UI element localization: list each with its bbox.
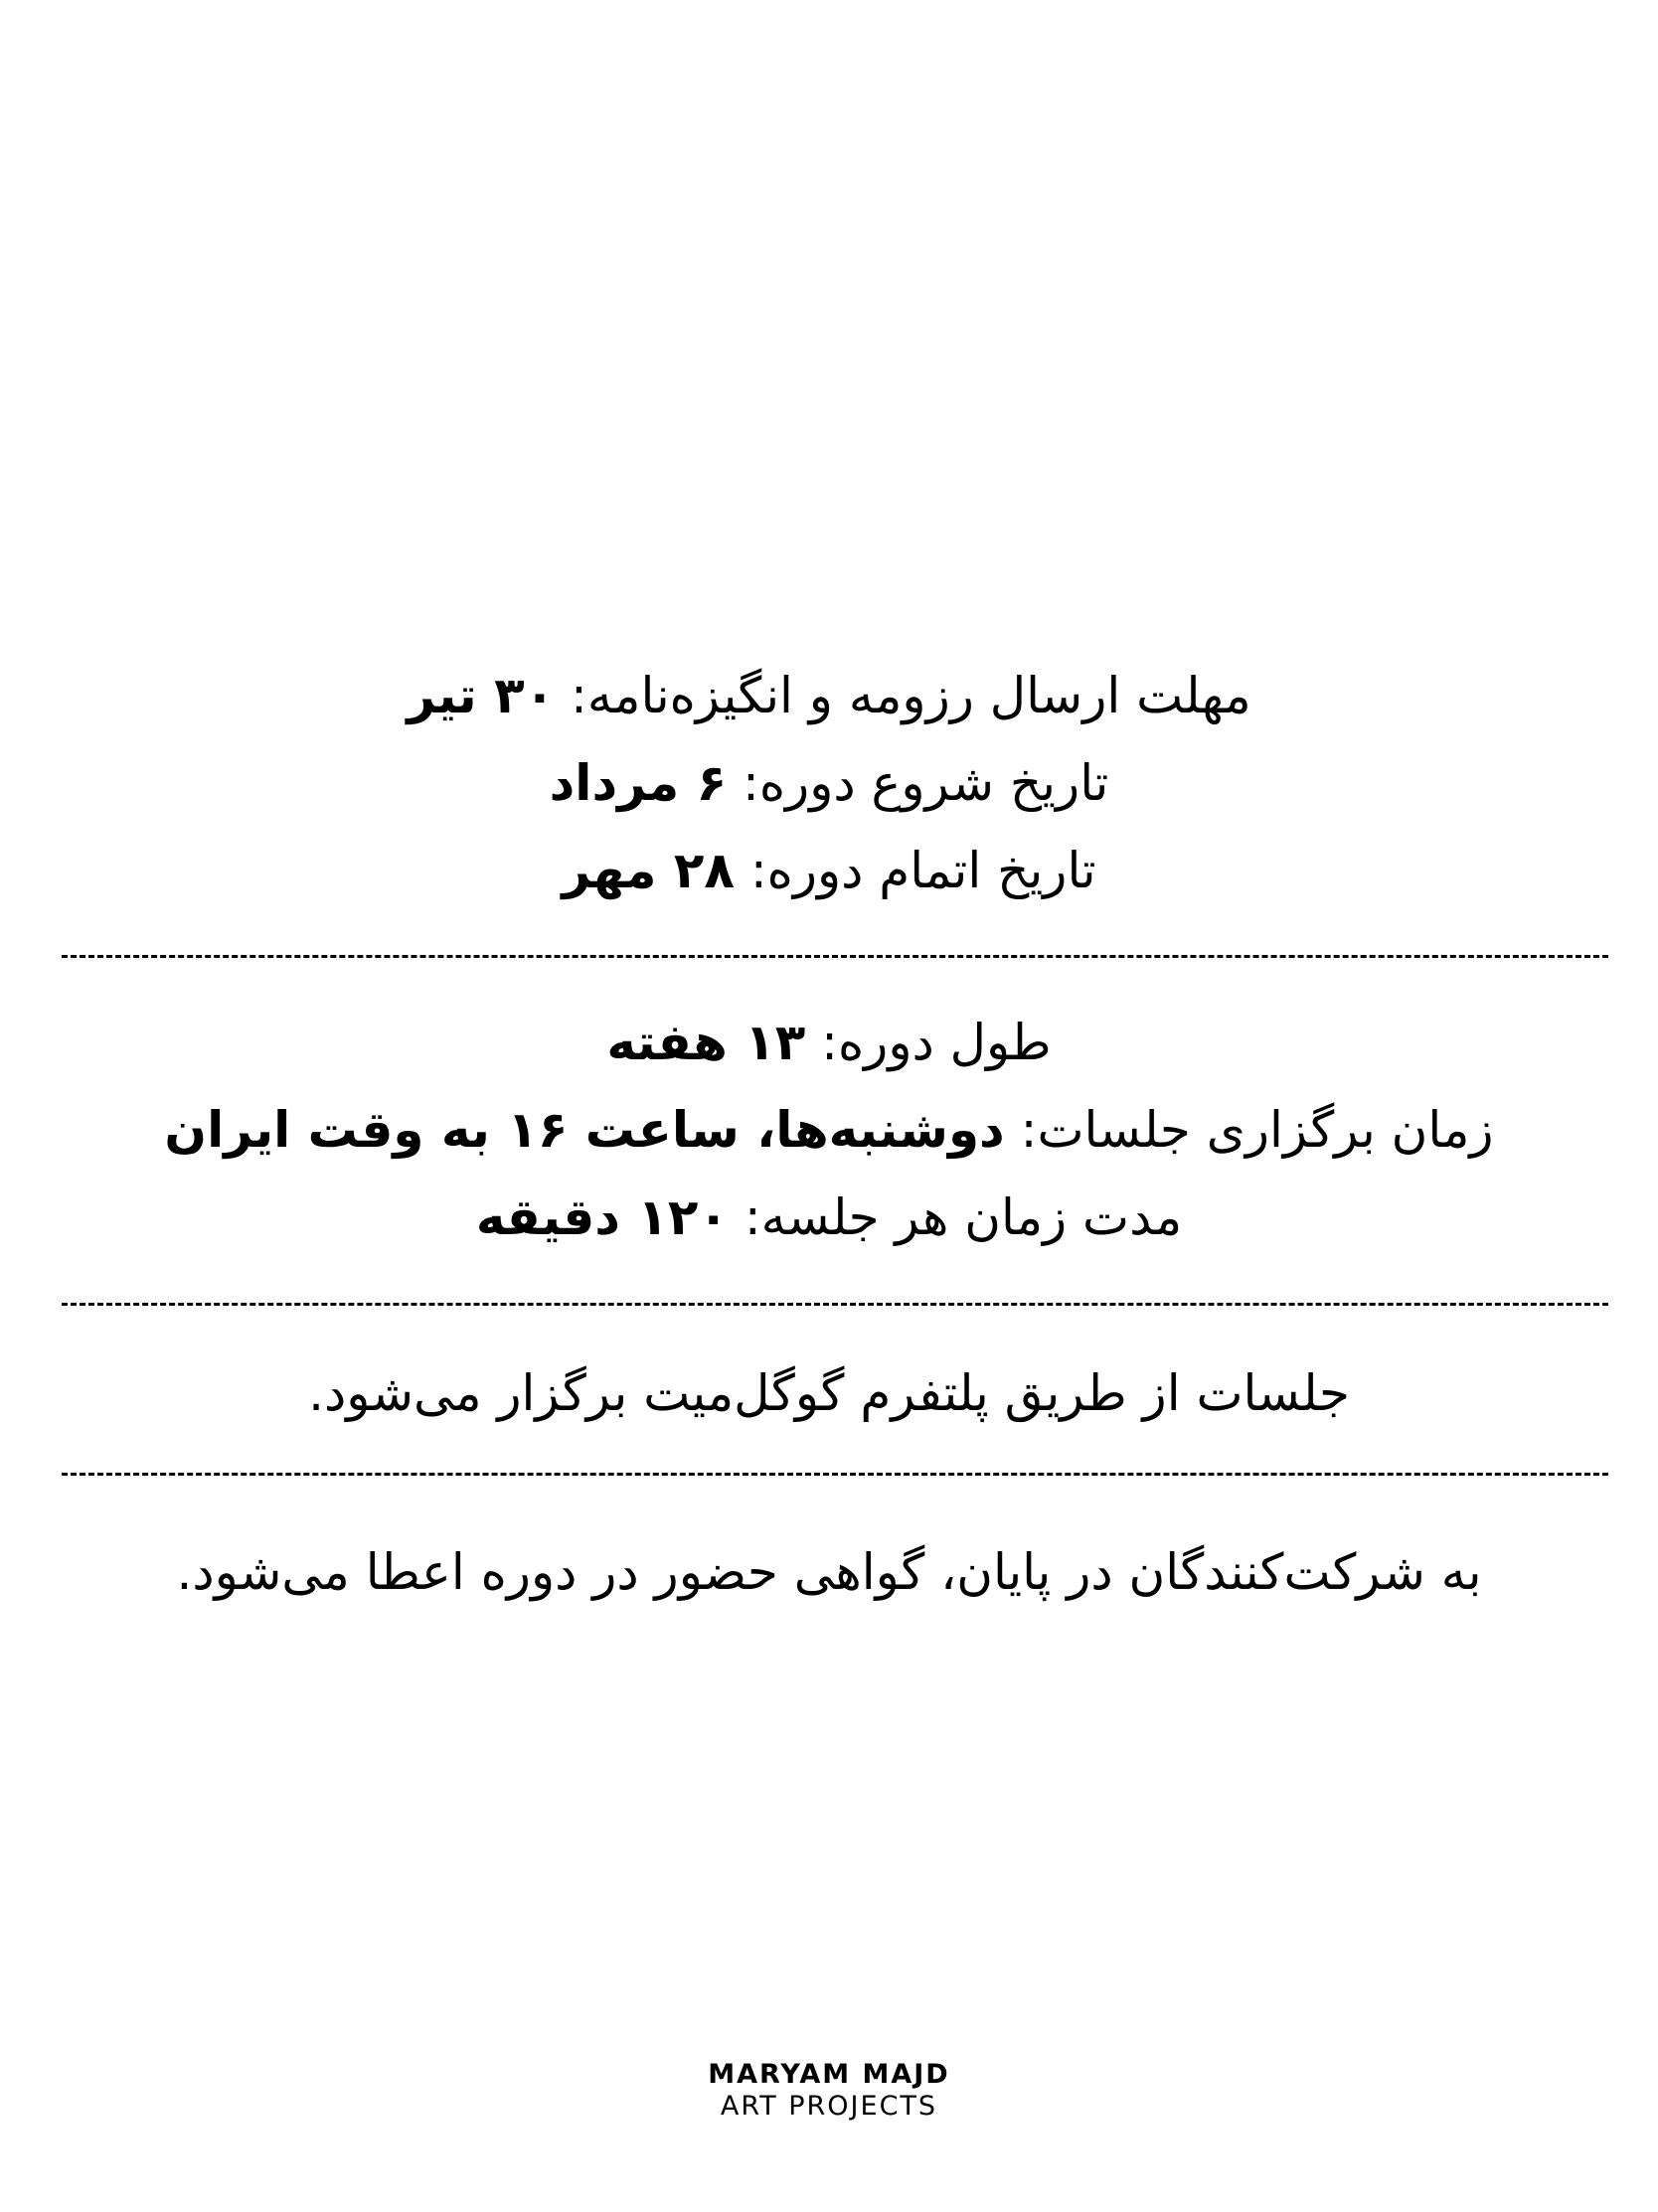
schedule-section <box>0 999 1658 1261</box>
deadline-line <box>0 652 1658 739</box>
certificate-section <box>0 1528 1658 1616</box>
session-duration-label: مدت زمان هر جلسه: <box>728 1188 1183 1246</box>
course-length-line <box>0 999 1658 1086</box>
platform-text: جلسات از طریق پلتفرم گوگل‌میت برگزار می‌شود. <box>308 1364 1350 1422</box>
session-time-line <box>0 1086 1658 1174</box>
platform-section <box>0 1349 1658 1437</box>
start-date-line <box>0 739 1658 827</box>
deadline-value: ۳۰ تیر <box>407 667 556 724</box>
course-length-value: ۱۳ هفته <box>606 1014 806 1071</box>
dates-section <box>0 652 1658 914</box>
start-date-label: تاریخ شروع دوره: <box>727 754 1109 812</box>
session-duration-value: ۱۲۰ دقیقه <box>475 1188 729 1246</box>
session-time-value: دوشنبه‌ها، ساعت ۱۶ به وقت ایران <box>164 1101 1005 1159</box>
dashed-divider <box>62 1303 1608 1306</box>
brand-logo <box>0 2059 1658 2123</box>
dashed-divider <box>62 955 1608 958</box>
session-time-label: زمان برگزاری جلسات: <box>1004 1101 1494 1159</box>
logo-name: MARYAM MAJD <box>708 2059 950 2090</box>
end-date-label: تاریخ اتمام دوره: <box>734 842 1096 899</box>
logo-subtitle: ART PROJECTS <box>720 2091 938 2122</box>
dashed-divider <box>62 1473 1608 1476</box>
start-date-value: ۶ مرداد <box>549 754 728 812</box>
session-duration-line <box>0 1174 1658 1261</box>
deadline-label: مهلت ارسال رزومه و انگیزه‌نامه: <box>555 667 1251 724</box>
end-date-value: ۲۸ مهر <box>562 842 735 899</box>
certificate-text: به شرکت‌کنندگان در پایان، گواهی حضور در دوره اعطا می‌شود. <box>176 1543 1482 1601</box>
end-date-line <box>0 827 1658 914</box>
course-length-label: طول دوره: <box>805 1014 1052 1071</box>
